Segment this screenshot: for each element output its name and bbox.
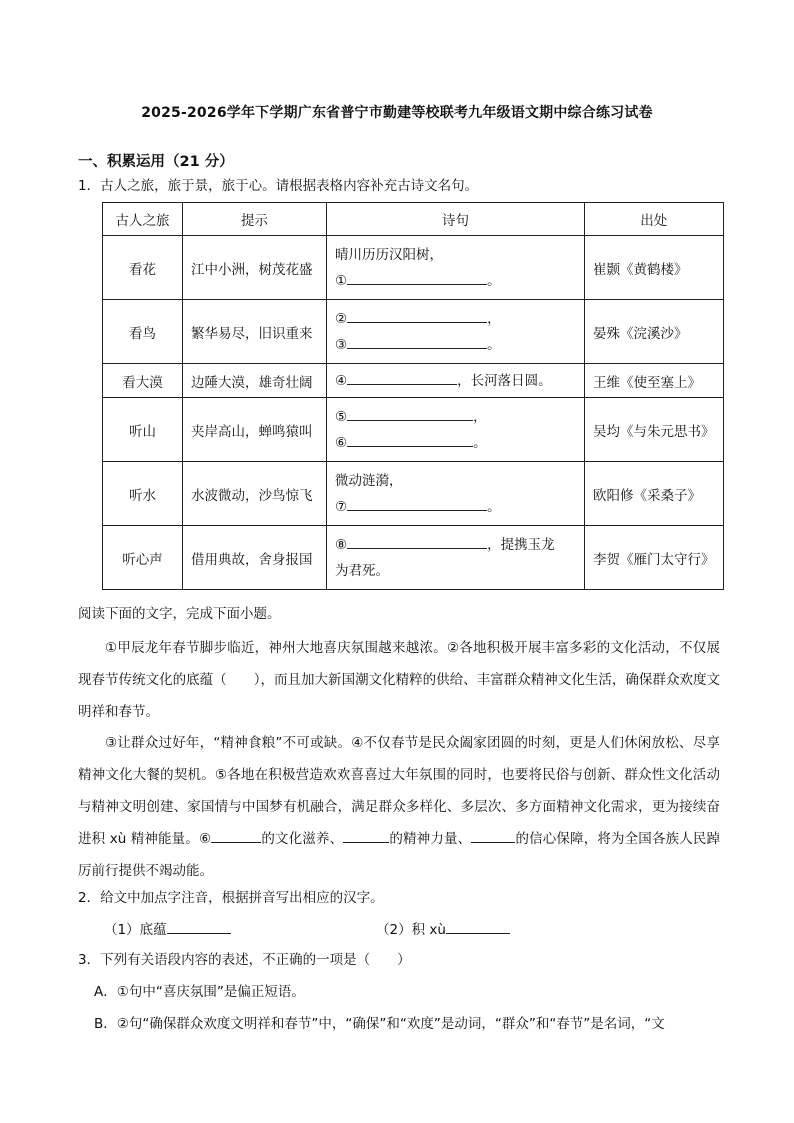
question-2-item-1 bbox=[104, 918, 231, 940]
poem-table bbox=[102, 202, 724, 590]
table-row bbox=[103, 300, 724, 364]
blank-number: ⑤ bbox=[335, 408, 348, 425]
source-cell: 欧阳修《采桑子》 bbox=[585, 462, 724, 526]
blank-number: ⑦ bbox=[335, 498, 348, 515]
poem-cell bbox=[327, 236, 585, 300]
poem-punct: ， bbox=[473, 408, 487, 425]
blank-number: ③ bbox=[335, 336, 348, 353]
poem-punct: 。 bbox=[487, 498, 501, 515]
blank-number: ⑧ bbox=[335, 536, 348, 553]
hint-cell: 水波微动，沙鸟惊飞 bbox=[183, 462, 327, 526]
trip-cell: 看大漠 bbox=[103, 364, 183, 398]
poem-cell bbox=[327, 300, 585, 364]
poem-text: 为君死。 bbox=[335, 562, 389, 579]
header-trip: 古人之旅 bbox=[103, 203, 183, 236]
header-source: 出处 bbox=[585, 203, 724, 236]
answer-blank[interactable] bbox=[446, 918, 510, 934]
hint-cell: 江中小洲，树茂花盛 bbox=[183, 236, 327, 300]
source-cell: 晏殊《浣溪沙》 bbox=[585, 300, 724, 364]
passage-text: 的文化滋养、 bbox=[261, 831, 344, 847]
reading-intro: 阅读下面的文字，完成下面小题。 bbox=[78, 606, 281, 622]
passage-paragraph-2 bbox=[78, 727, 720, 887]
answer-blank[interactable] bbox=[347, 307, 487, 323]
poem-cell bbox=[327, 462, 585, 526]
item-label: （2）积 xù bbox=[376, 922, 446, 938]
question-3-stem: 3．下列有关语段内容的表述，不正确的一项是（ ） bbox=[78, 952, 411, 968]
answer-blank[interactable] bbox=[347, 333, 487, 349]
answer-blank[interactable] bbox=[347, 405, 473, 421]
trip-cell: 看鸟 bbox=[103, 300, 183, 364]
answer-blank[interactable] bbox=[347, 269, 487, 285]
poem-text: 微动涟漪， bbox=[335, 472, 403, 489]
header-hint: 提示 bbox=[183, 203, 327, 236]
source-cell: 崔颢《黄鹤楼》 bbox=[585, 236, 724, 300]
passage-text: 的信心保障，将为全国各族人民踔厉前行提供不竭动能。 bbox=[78, 831, 721, 879]
passage-text: 的精神力量、 bbox=[389, 831, 472, 847]
source-cell: 王维《使至塞上》 bbox=[585, 364, 724, 398]
option-b[interactable]: B．②句“确保群众欢度文明祥和春节”中，“确保”和“欢度”是动词，“群众”和“春节”是名词，“文 bbox=[94, 1016, 665, 1032]
trip-cell: 听山 bbox=[103, 398, 183, 462]
blank-number: ② bbox=[335, 310, 348, 327]
poem-punct: 。 bbox=[487, 336, 501, 353]
poem-punct: 。 bbox=[473, 434, 487, 451]
hint-cell: 边陲大漠，雄奇壮阔 bbox=[183, 364, 327, 398]
blank-number: ① bbox=[335, 272, 348, 289]
trip-cell: 看花 bbox=[103, 236, 183, 300]
hint-cell: 借用典故，舍身报国 bbox=[183, 526, 327, 590]
blank-number: ⑥ bbox=[335, 434, 348, 451]
question-1-stem: 1．古人之旅，旅于景，旅于心。请根据表格内容补充古诗文名句。 bbox=[78, 178, 479, 194]
poem-cell bbox=[327, 364, 585, 398]
poem-text: 晴川历历汉阳树， bbox=[335, 246, 443, 263]
poem-punct: 。 bbox=[487, 272, 501, 289]
source-cell: 李贺《雁门太守行》 bbox=[585, 526, 724, 590]
section-heading: 一、积累运用（21 分） bbox=[78, 154, 234, 170]
answer-blank[interactable] bbox=[471, 827, 515, 843]
question-2-stem: 2．给文中加点字注音，根据拼音写出相应的汉字。 bbox=[78, 890, 384, 906]
passage-paragraph-1: ①甲辰龙年春节脚步临近，神州大地喜庆氛围越来越浓。②各地积极开展丰富多彩的文化活动，不仅展现春节传统文化的底蕴（ ），而且加大新国潮文化精粹的供给、丰富群众精神文化生活，确保群众欢度文明祥和春节。 bbox=[78, 640, 720, 720]
answer-blank[interactable] bbox=[347, 495, 487, 511]
table-row bbox=[103, 364, 724, 398]
answer-blank[interactable] bbox=[343, 827, 389, 843]
source-cell: 吴均《与朱元思书》 bbox=[585, 398, 724, 462]
table-row bbox=[103, 236, 724, 300]
question-2-item-2 bbox=[376, 918, 510, 940]
answer-blank[interactable] bbox=[347, 431, 473, 447]
passage-text: ③让群众过好年，“精神食粮”不可或缺。④不仅春节是民众阖家团圆的时刻，更是人们休闲放松、尽享精神文化大餐的契机。⑤各地在积极营造欢欢喜喜过大年氛围的同时，也要将民俗与创新、群众性文化活动与精神文明创建、家国情与中国梦有机融合，满足群众多样化、多层次、多方面精神文化需求，更为接续奋进积 xù 精神能量。⑥ bbox=[78, 735, 720, 847]
poem-text: ，长河落日圆。 bbox=[457, 372, 552, 389]
table-row bbox=[103, 526, 724, 590]
option-a[interactable]: A．①句中“喜庆氛围”是偏正短语。 bbox=[94, 984, 305, 1000]
table-row bbox=[103, 398, 724, 462]
header-poem: 诗句 bbox=[327, 203, 585, 236]
poem-punct: ， bbox=[487, 310, 501, 327]
answer-blank[interactable] bbox=[347, 533, 487, 549]
answer-blank[interactable] bbox=[167, 918, 231, 934]
trip-cell: 听心声 bbox=[103, 526, 183, 590]
exam-title: 2025-2026学年下学期广东省普宁市勤建等校联考九年级语文期中综合练习试卷 bbox=[141, 105, 653, 121]
hint-cell: 夹岸高山，蝉鸣猿叫 bbox=[183, 398, 327, 462]
table-row bbox=[103, 462, 724, 526]
table-header-row bbox=[103, 203, 724, 236]
poem-cell bbox=[327, 526, 585, 590]
blank-number: ④ bbox=[335, 372, 348, 389]
answer-blank[interactable] bbox=[211, 827, 261, 843]
item-label: （1）底蕴 bbox=[104, 922, 167, 938]
trip-cell: 听水 bbox=[103, 462, 183, 526]
hint-cell: 繁华易尽，旧识重来 bbox=[183, 300, 327, 364]
poem-cell bbox=[327, 398, 585, 462]
answer-blank[interactable] bbox=[347, 369, 457, 385]
poem-text: ，提携玉龙 bbox=[487, 536, 555, 553]
